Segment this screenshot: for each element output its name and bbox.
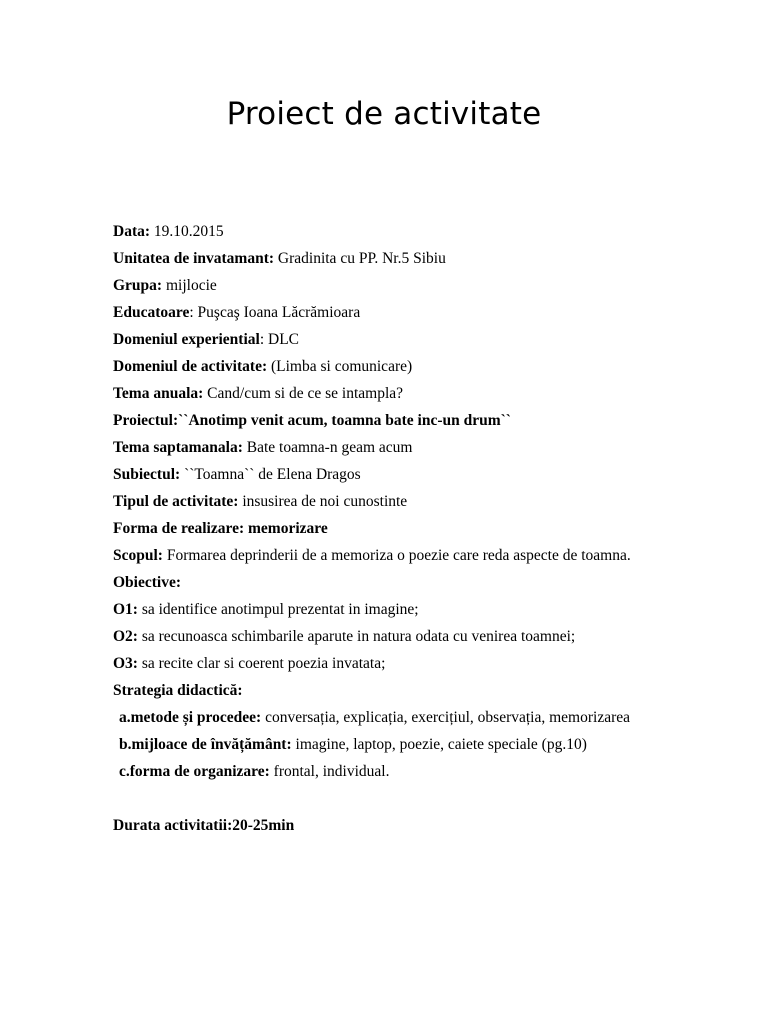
field-value: mijlocie bbox=[162, 277, 217, 294]
field-tema-saptamanala bbox=[113, 437, 728, 464]
field-value: insusirea de noi cunostinte bbox=[238, 493, 408, 510]
field-scopul bbox=[113, 545, 728, 572]
document-body bbox=[113, 221, 728, 842]
field-unitatea bbox=[113, 248, 728, 275]
field-value: ``Anotimp venit acum, toamna bate inc-un drum`` bbox=[178, 412, 511, 429]
section-strategia bbox=[113, 680, 728, 707]
field-tema-anuala bbox=[113, 383, 728, 410]
field-value: (Limba si comunicare) bbox=[267, 358, 413, 375]
field-label: a.metode și procedee: bbox=[119, 709, 262, 726]
field-label: Tema saptamanala: bbox=[113, 439, 243, 456]
field-value: Bate toamna-n geam acum bbox=[242, 439, 413, 456]
field-domeniul-experiential bbox=[113, 329, 728, 356]
field-value: : Puşcaş Ioana Lăcrămioara bbox=[189, 304, 361, 321]
section-heading: Obiective: bbox=[113, 574, 182, 591]
field-label: c.forma de organizare: bbox=[119, 763, 270, 780]
field-forma bbox=[113, 518, 728, 545]
field-label: Durata activitatii: bbox=[113, 817, 233, 834]
field-value: frontal, individual. bbox=[269, 763, 390, 780]
field-proiectul bbox=[113, 410, 728, 437]
field-data bbox=[113, 221, 728, 248]
strategy-mijloace bbox=[113, 734, 728, 761]
strategy-organizare bbox=[113, 761, 728, 788]
field-label: Domeniul de activitate: bbox=[113, 358, 268, 375]
field-value: Gradinita cu PP. Nr.5 Sibiu bbox=[274, 250, 446, 267]
section-heading: Strategia didactică: bbox=[113, 682, 243, 699]
field-tipul bbox=[113, 491, 728, 518]
field-value: 20-25min bbox=[232, 817, 295, 834]
field-grupa bbox=[113, 275, 728, 302]
field-value: 19.10.2015 bbox=[150, 223, 224, 240]
field-label: Domeniul experiential bbox=[113, 331, 260, 348]
field-value: sa recite clar si coerent poezia invatata; bbox=[137, 655, 386, 672]
field-label: Unitatea de invatamant: bbox=[113, 250, 275, 267]
field-subiectul bbox=[113, 464, 728, 491]
field-label: b.mijloace de învățământ: bbox=[119, 736, 292, 753]
document-title: Proiect de activitate bbox=[226, 96, 542, 132]
field-value: memorizare bbox=[244, 520, 328, 537]
field-domeniul-activitate bbox=[113, 356, 728, 383]
field-label: Scopul: bbox=[113, 547, 163, 564]
field-value: ``Toamna`` de Elena Dragos bbox=[180, 466, 361, 483]
field-durata bbox=[113, 815, 728, 842]
field-label: Tipul de activitate: bbox=[113, 493, 239, 510]
field-value: conversația, explicația, exercițiul, observația, memorizarea bbox=[261, 709, 630, 726]
field-value: : DLC bbox=[259, 331, 299, 348]
objective-o2 bbox=[113, 626, 728, 653]
field-label: Subiectul: bbox=[113, 466, 181, 483]
field-label: O1: bbox=[113, 601, 138, 618]
field-label: O3: bbox=[113, 655, 138, 672]
field-label: O2: bbox=[113, 628, 138, 645]
blank-line bbox=[113, 788, 728, 815]
field-label: Tema anuala: bbox=[113, 385, 204, 402]
field-value: Formarea deprinderii de a memoriza o poezie care reda aspecte de toamna. bbox=[162, 547, 631, 564]
field-educatoare bbox=[113, 302, 728, 329]
field-label: Educatoare bbox=[113, 304, 190, 321]
field-value: Cand/cum si de ce se intampla? bbox=[203, 385, 404, 402]
field-value: sa identifice anotimpul prezentat in imagine; bbox=[137, 601, 419, 618]
field-label: Proiectul: bbox=[113, 412, 179, 429]
objective-o3 bbox=[113, 653, 728, 680]
field-value: sa recunoasca schimbarile aparute in natura odata cu venirea toamnei; bbox=[137, 628, 576, 645]
field-label: Grupa: bbox=[113, 277, 163, 294]
section-obiective bbox=[113, 572, 728, 599]
strategy-metode bbox=[113, 707, 728, 734]
field-value: imagine, laptop, poezie, caiete speciale (pg.10) bbox=[291, 736, 587, 753]
field-label: Data: bbox=[113, 223, 151, 240]
field-label: Forma de realizare: bbox=[113, 520, 245, 537]
objective-o1 bbox=[113, 599, 728, 626]
